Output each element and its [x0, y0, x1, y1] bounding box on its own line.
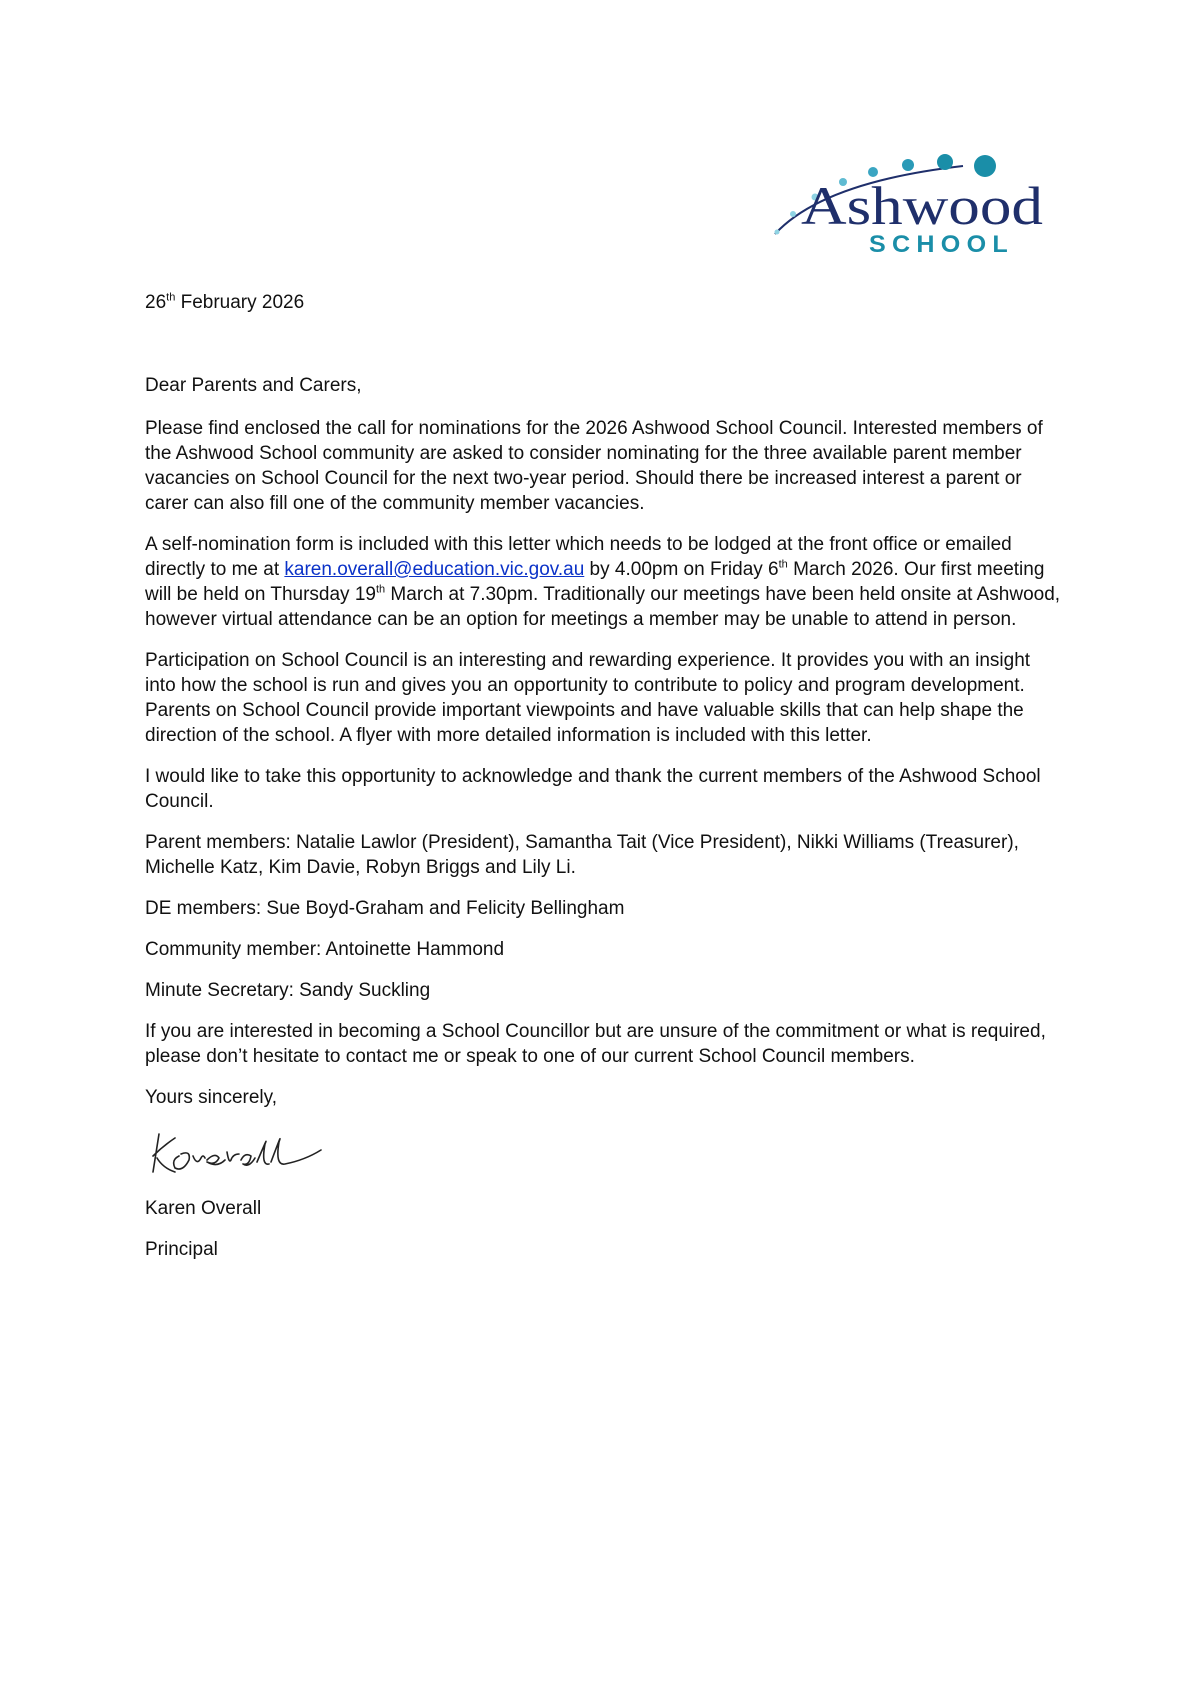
logo-dot — [790, 211, 796, 217]
signoff: Yours sincerely, — [145, 1087, 278, 1108]
paragraph-nominations: Please find enclosed the call for nominations for the 2026 Ashwood School Council. Interested members of the Ashwood School community are asked to consider nominating for the three available parent member vacancies on School Council for the next two-year period. Should there be increased interest a parent or carer can also fill one of the community member vacancies. — [145, 418, 1043, 514]
minute-secretary: Minute Secretary: Sandy Suckling — [145, 980, 431, 1001]
letter-date: 26th February 2026 — [145, 291, 305, 313]
logo-name: Ashwood — [801, 176, 1043, 236]
ashwood-school-logo — [763, 152, 1053, 272]
signature — [145, 1116, 345, 1186]
email-link[interactable]: karen.overall@education.vic.gov.au — [284, 559, 585, 580]
logo-dot — [775, 230, 780, 235]
signer-title: Principal — [145, 1239, 218, 1260]
logo-subtitle: SCHOOL — [869, 231, 1014, 258]
greeting: Dear Parents and Carers, — [145, 375, 362, 396]
logo-dot — [937, 154, 953, 170]
paragraph-acknowledge: I would like to take this opportunity to acknowledge and thank the current members of the Ashwood School Council. — [145, 766, 1041, 812]
logo-dot — [902, 159, 914, 171]
parent-members: Parent members: Natalie Lawlor (President), Samantha Tait (Vice President), Nikki Williams (Treasurer), Michelle Katz, Kim Davie, Robyn Briggs and Lily Li. — [145, 832, 1019, 878]
community-member: Community member: Antoinette Hammond — [145, 939, 505, 960]
paragraph-participation: Participation on School Council is an interesting and rewarding experience. It provides you with an insight into how the school is run and gives you an opportunity to contribute to policy and program development. Parents on School Council provide important viewpoints and have valuable skills that can help shape the direction of the school. A flyer with more detailed information is included with this letter. — [145, 650, 1031, 746]
logo-dot — [974, 155, 996, 177]
paragraph-self-nomination: A self-nomination form is included with this letter which needs to be lodged at the front office or emailed directly to me at karen.overall@education.vic.gov.au by 4.00pm on Friday 6th March 2026. Our first meeting will be held on Thursday 19th March at 7.30pm. Traditionally our meetings have been held onsite at Ashwood, however virtual attendance can be an option for meetings a member may be unable to attend in person. — [145, 534, 1061, 630]
letter-body — [145, 290, 1065, 1278]
de-members: DE members: Sue Boyd-Graham and Felicity Bellingham — [145, 898, 625, 919]
closing-paragraph: If you are interested in becoming a School Councillor but are unsure of the commitment or what is required, please don’t hesitate to contact me or speak to one of our current School Council members. — [145, 1021, 1046, 1067]
signer-name: Karen Overall — [145, 1198, 262, 1219]
